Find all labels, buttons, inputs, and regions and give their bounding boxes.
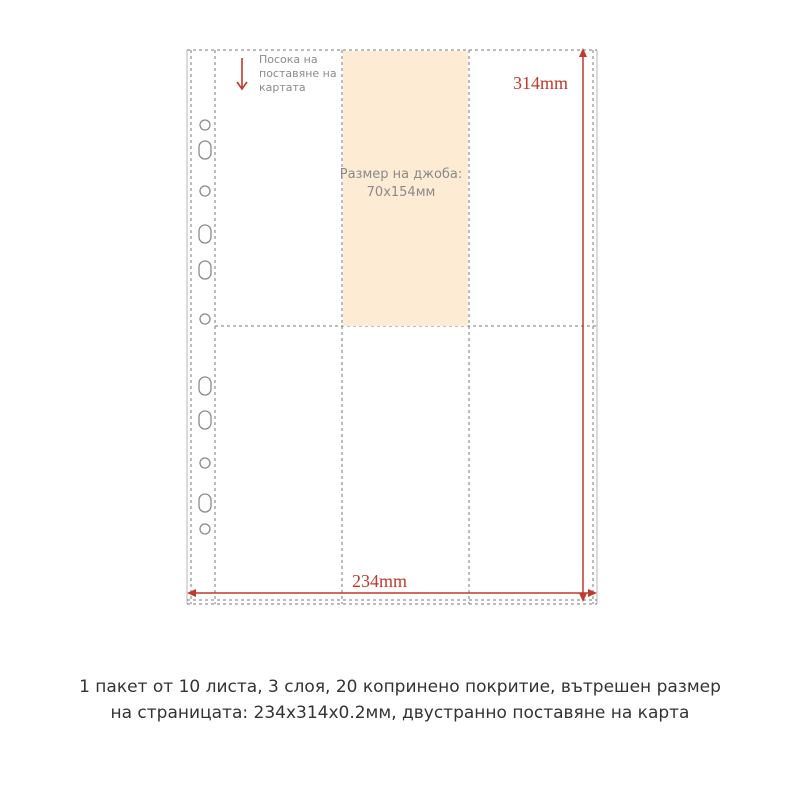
product-caption bbox=[0, 674, 800, 726]
insert-direction-arrow-icon bbox=[237, 58, 247, 89]
pocket-size-note: Размер на джоба: 70x154мм bbox=[339, 167, 463, 200]
insert-direction-note: Посока на поставяне на картата bbox=[259, 53, 337, 94]
punch-holes bbox=[199, 120, 211, 534]
width-label: 234mm bbox=[352, 571, 408, 591]
caption-line-2: на страницата: 234x314x0.2мм, двустранно поставяне на карта bbox=[110, 703, 690, 723]
caption-line-1: 1 пакет от 10 листа, 3 слоя, 20 копринено покритие, вътрешен размер bbox=[79, 677, 721, 697]
height-dimension-arrow bbox=[579, 48, 587, 602]
height-label: 314mm bbox=[513, 73, 569, 93]
